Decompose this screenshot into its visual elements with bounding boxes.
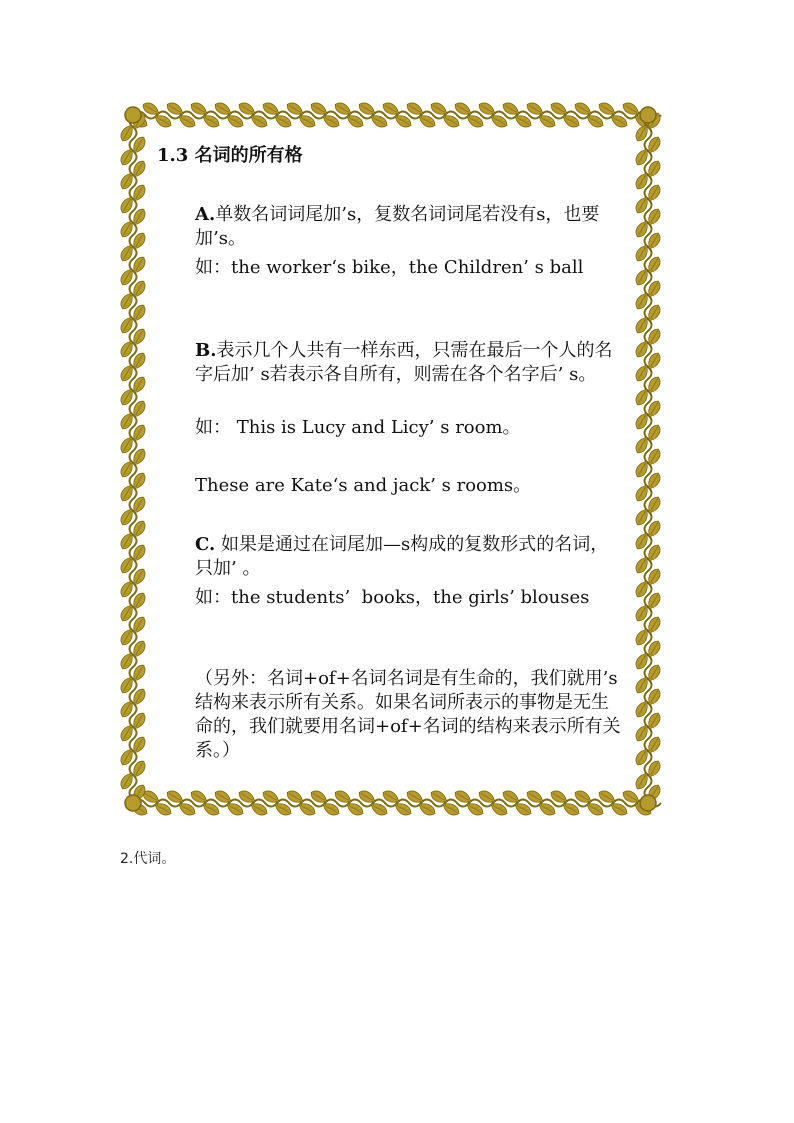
frame-corner-rosette (640, 795, 656, 811)
rule-c-body: 如果是通过在词尾加—s构成的复数形式的名词，只加’ 。 (195, 534, 609, 579)
rule-b-example-2: These are Kate‘s and jack’ s rooms。 (195, 475, 532, 496)
rule-b-text (195, 339, 623, 387)
rule-b-label: B. (195, 340, 217, 361)
rule-b-example-1: 如： This is Lucy and Licy’ s room。 (195, 417, 521, 438)
section-title: 1.3 名词的所有格 (157, 145, 303, 166)
footer-text: 2.代词。 (120, 851, 176, 867)
rule-c-label: C. (195, 534, 216, 555)
rule-a-text (195, 203, 623, 251)
rule-c-example: 如：the students’ books，the girls’ blouses (195, 587, 590, 608)
frame-corner-rosette (125, 107, 141, 123)
rule-b-body: 表示几个人共有一样东西，只需在最后一个人的名字后加’ s若表示各自所有，则需在各个名字后’ s。 (195, 340, 613, 385)
rule-a-body: 单数名词词尾加’s，复数名词词尾若没有s，也要加’s。 (195, 204, 600, 249)
frame-corner-rosette (640, 107, 656, 123)
frame-corner-rosette (125, 795, 141, 811)
rule-a-label: A. (195, 204, 216, 225)
note-paragraph: （另外：名词+of+名词名词是有生命的，我们就用’s结构来表示所有关系。如果名词所表示的事物是无生命的，我们就要用名词+of+名词的结构来表示所有关系。） (195, 668, 621, 761)
rule-c-text (195, 533, 623, 581)
rule-a-example: 如：the worker‘s bike，the Children’ s ball (195, 257, 584, 278)
